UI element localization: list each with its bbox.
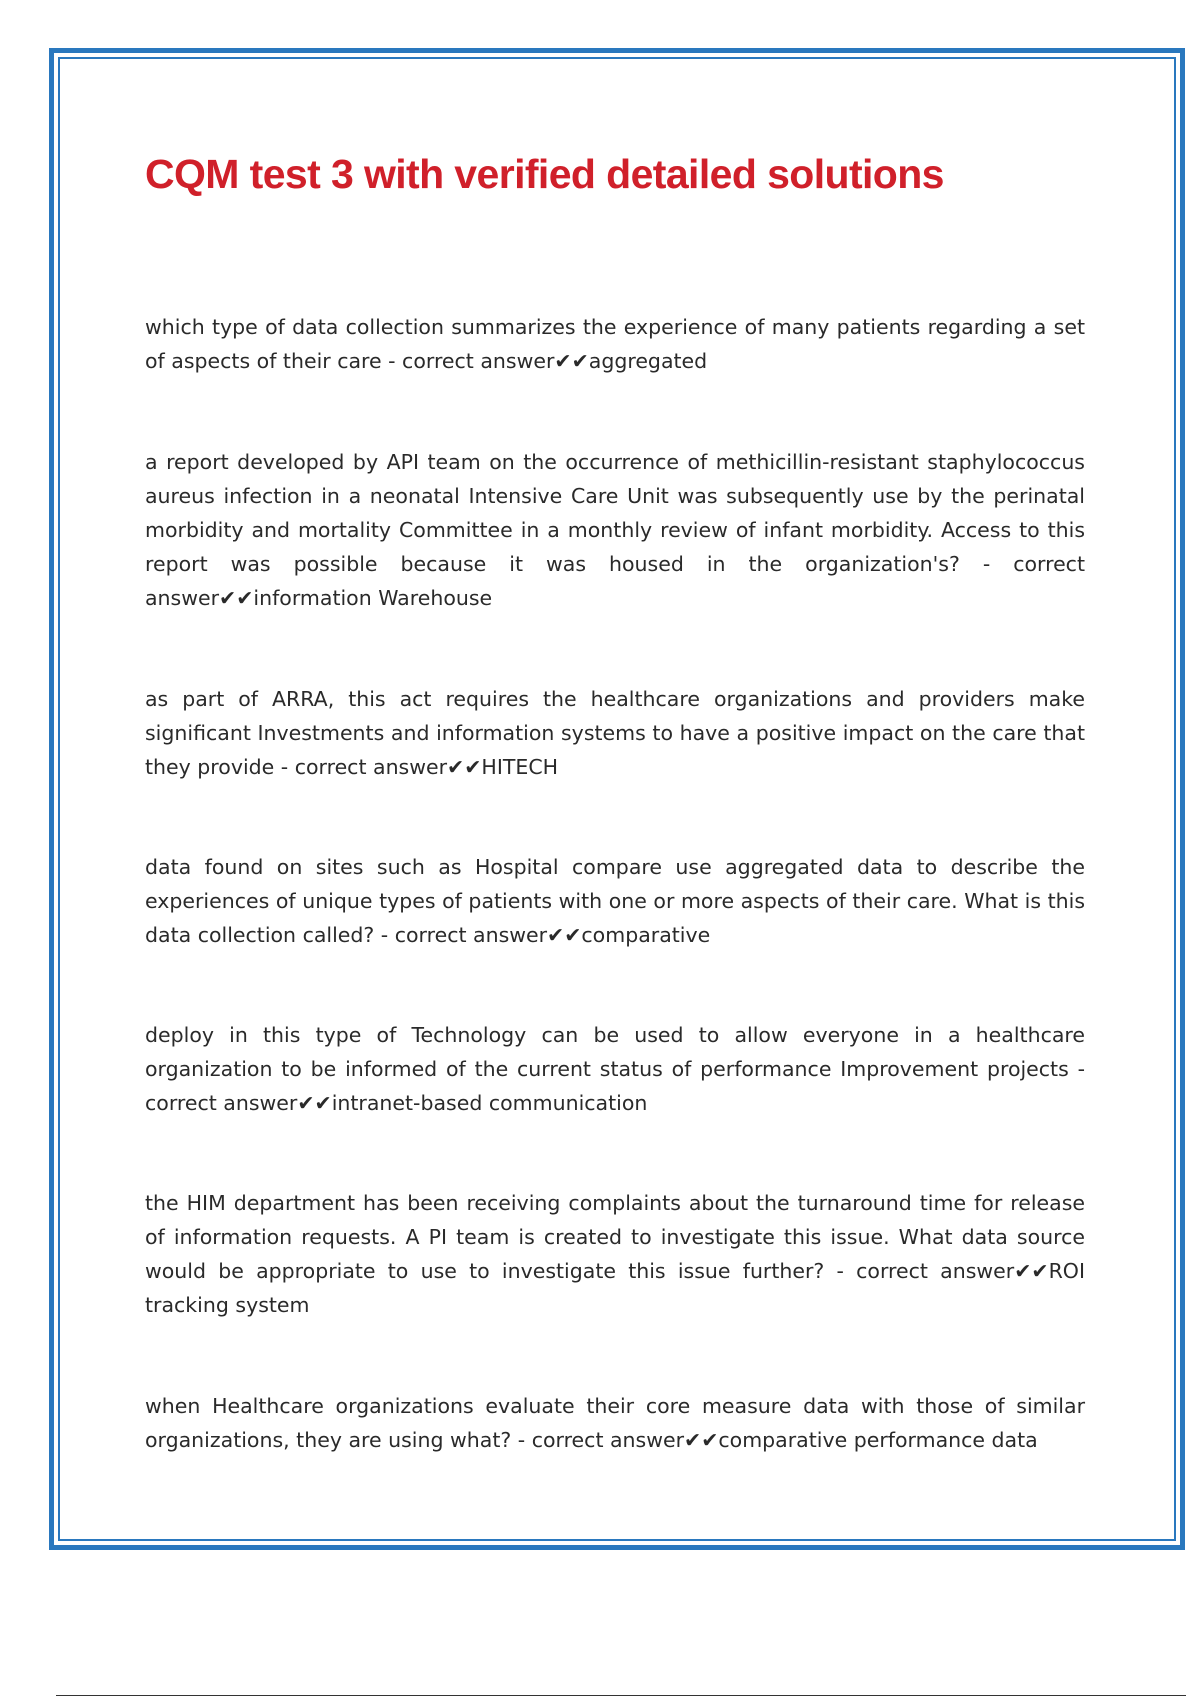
- qa-item-1: which type of data collection summarizes the experience of many patients regarding a set of aspects of their care - correct answer✔✔aggregated: [145, 315, 1085, 373]
- qa-item-5: deploy in this type of Technology can be used to allow everyone in a healthcare organization to be informed of the current status of performance Improvement projects - correct answer✔✔intranet-based communication: [145, 1023, 1085, 1115]
- footer-divider-line: [56, 1695, 1186, 1696]
- page-border-frame: [49, 48, 1185, 1550]
- qa-item-4: data found on sites such as Hospital compare use aggregated data to describe the experiences of unique types of patients with one or more aspects of their care. What is this data collection called? - correct answer✔✔comparative: [145, 855, 1085, 947]
- qa-item-6: the HIM department has been receiving complaints about the turnaround time for release of information requests. A PI team is created to investigate this issue. What data source would be appropriate to use to investigate this issue further? - correct answer✔✔ROI tracking system: [145, 1191, 1085, 1317]
- qa-item-7: when Healthcare organizations evaluate their core measure data with those of similar organizations, they are using what? - correct answer✔✔comparative performance data: [145, 1394, 1085, 1452]
- qa-item-2: a report developed by API team on the occurrence of methicillin-resistant staphylococcus aureus infection in a neonatal Intensive Care Unit was subsequently use by the perinatal morbidity and mortality Committee in a monthly review of infant morbidity. Access to this report was possible because it was housed in the organization's? - correct answer✔✔information Warehouse: [145, 450, 1085, 610]
- qa-item-3: as part of ARRA, this act requires the healthcare organizations and providers make significant Investments and information systems to have a positive impact on the care that they provide - correct answer✔✔HITECH: [145, 687, 1085, 779]
- document-title: CQM test 3 with verified detailed solutions: [145, 151, 944, 197]
